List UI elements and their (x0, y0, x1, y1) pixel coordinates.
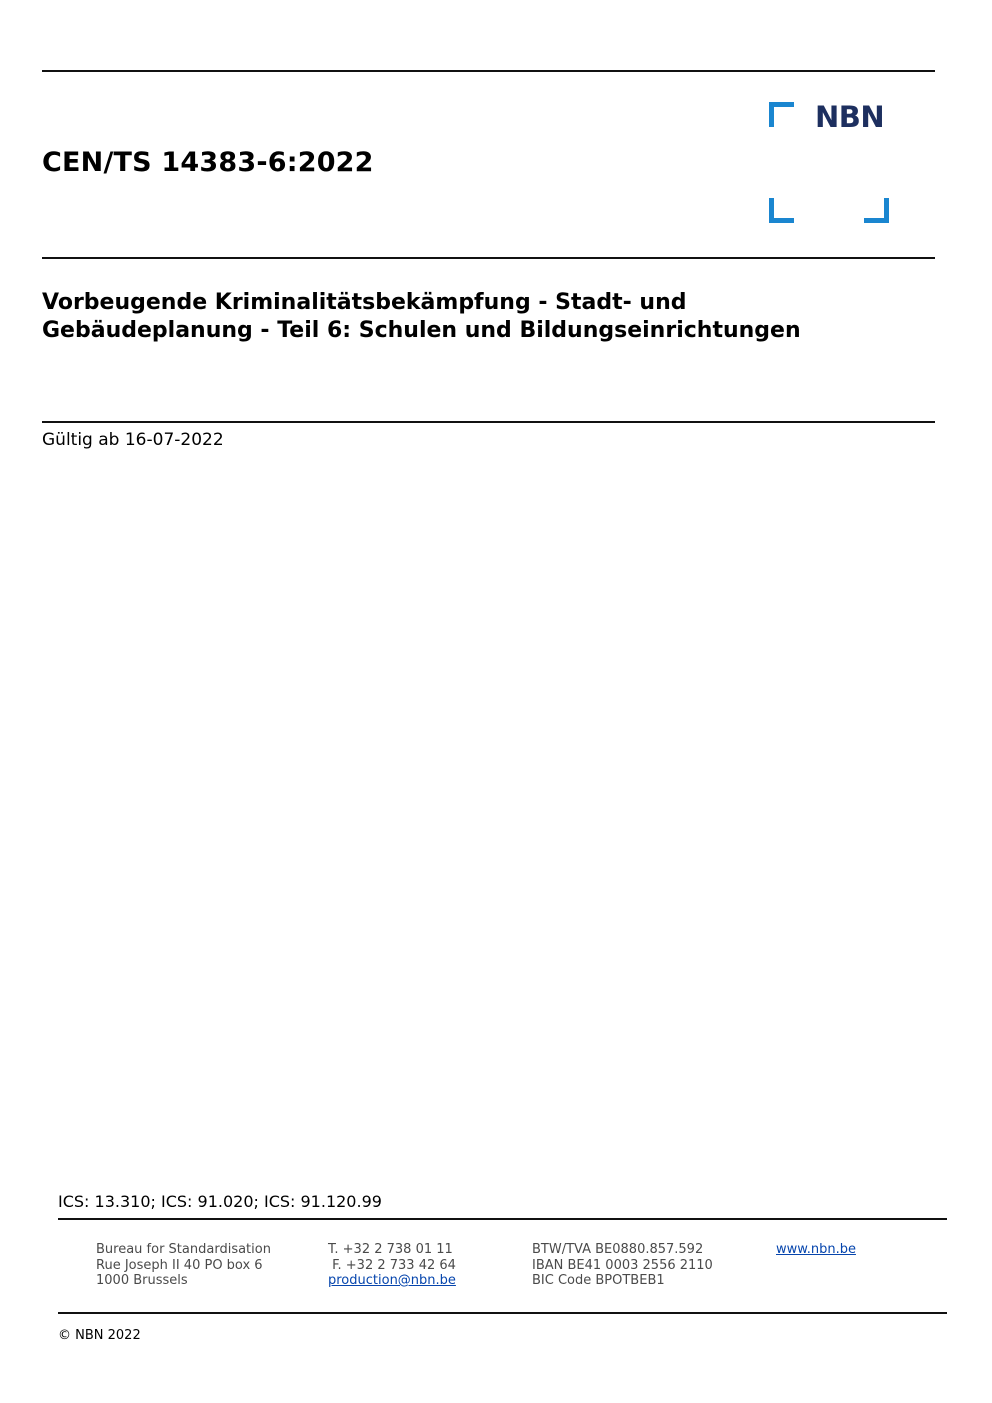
address-line: Bureau for Standardisation (96, 1242, 271, 1257)
address-line: 1000 Brussels (96, 1273, 188, 1288)
logo-corner-bottom-right (864, 198, 889, 223)
document-title (42, 289, 932, 345)
standard-number: CEN/TS 14383-6:2022 (42, 147, 374, 178)
ics-codes: ICS: 13.310; ICS: 91.020; ICS: 91.120.99 (58, 1192, 382, 1211)
title-line-2: Gebäudeplanung - Teil 6: Schulen und Bildungseinrichtungen (42, 318, 801, 343)
footer-top-divider (58, 1218, 947, 1220)
phone-number: T. +32 2 738 01 11 (328, 1242, 453, 1257)
bic-code: BIC Code BPOTBEB1 (532, 1273, 665, 1288)
validity-divider (42, 421, 935, 423)
copyright-notice: © NBN 2022 (58, 1328, 141, 1343)
email-link[interactable]: production@nbn.be (328, 1273, 456, 1288)
nbn-logo (765, 100, 893, 224)
fax-number: F. +32 2 733 42 64 (328, 1257, 456, 1273)
address-line: Rue Joseph II 40 PO box 6 (96, 1257, 263, 1273)
title-divider (42, 257, 935, 259)
footer-website (776, 1242, 856, 1258)
footer-address (96, 1242, 271, 1289)
footer-contact (328, 1242, 456, 1289)
iban: IBAN BE41 0003 2556 2110 (532, 1257, 713, 1273)
footer-bottom-divider (58, 1312, 947, 1314)
website-link[interactable]: www.nbn.be (776, 1242, 856, 1257)
top-divider (42, 70, 935, 72)
title-line-1: Vorbeugende Kriminalitätsbekämpfung - Stadt- und (42, 290, 687, 315)
logo-corner-top-left (769, 102, 794, 127)
logo-wordmark: NBN (815, 100, 885, 134)
vat-number: BTW/TVA BE0880.857.592 (532, 1242, 704, 1257)
logo-corner-bottom-left (769, 198, 794, 223)
validity-date: Gültig ab 16-07-2022 (42, 430, 224, 450)
footer-bank-info (532, 1242, 713, 1289)
